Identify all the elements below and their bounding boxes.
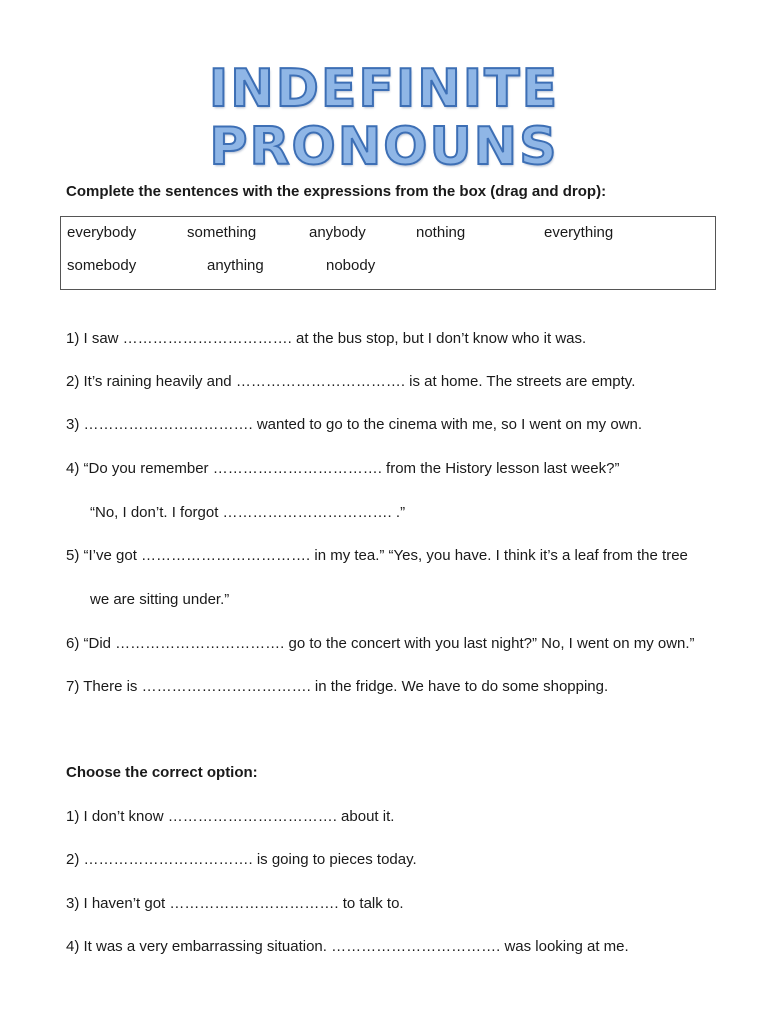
title-line-2: PRONOUNS [209,117,559,177]
exercise2-sentence-4: 4) It was a very embarrassing situation. ……………………………. was looking at me. [66,938,629,955]
exercise1-sentence-5-cont: we are sitting under.” [90,591,230,608]
word-chip[interactable]: anybody [309,224,366,241]
exercise1-sentence-1: 1) I saw ……………………………. at the bus stop, but I don’t know who it was. [66,330,587,347]
exercise2-sentence-3: 3) I haven’t got ……………………………. to talk to. [66,895,404,912]
word-box [60,216,716,290]
word-chip[interactable]: somebody [67,257,137,274]
word-chip[interactable]: something [187,224,257,241]
word-chip[interactable]: anything [207,257,264,274]
word-chip[interactable]: everybody [67,224,137,241]
exercise1-sentence-4-reply: “No, I don’t. I forgot ……………………………. .” [90,504,406,521]
title-line-1: INDEFINITE [208,59,560,119]
exercise1-sentence-4: 4) “Do you remember ……………………………. from the History lesson last week?” [66,460,620,477]
word-chip[interactable]: nobody [326,257,376,274]
exercise1-sentence-6: 6) “Did ……………………………. go to the concert with you last night?” No, I went on my own.” [66,635,695,652]
exercise1-sentence-2: 2) It’s raining heavily and ……………………………. is at home. The streets are empty. [66,373,636,390]
exercise1-sentence-5: 5) “I’ve got ……………………………. in my tea.” “Yes, you have. I think it’s a leaf from the tree [66,547,688,564]
section2-instruction: Choose the correct option: [66,764,258,781]
exercise1-sentence-7: 7) There is ……………………………. in the fridge. We have to do some shopping. [66,678,609,695]
exercise1-sentence-3: 3) ……………………………. wanted to go to the cinema with me, so I went on my own. [66,416,643,433]
section1-instruction: Complete the sentences with the expressions from the box (drag and drop): [66,183,607,200]
exercise2-sentence-2: 2) ……………………………. is going to pieces today. [66,851,417,868]
exercise2-sentence-1: 1) I don’t know ……………………………. about it. [66,808,395,825]
word-chip[interactable]: nothing [416,224,466,241]
word-chip[interactable]: everything [544,224,614,241]
